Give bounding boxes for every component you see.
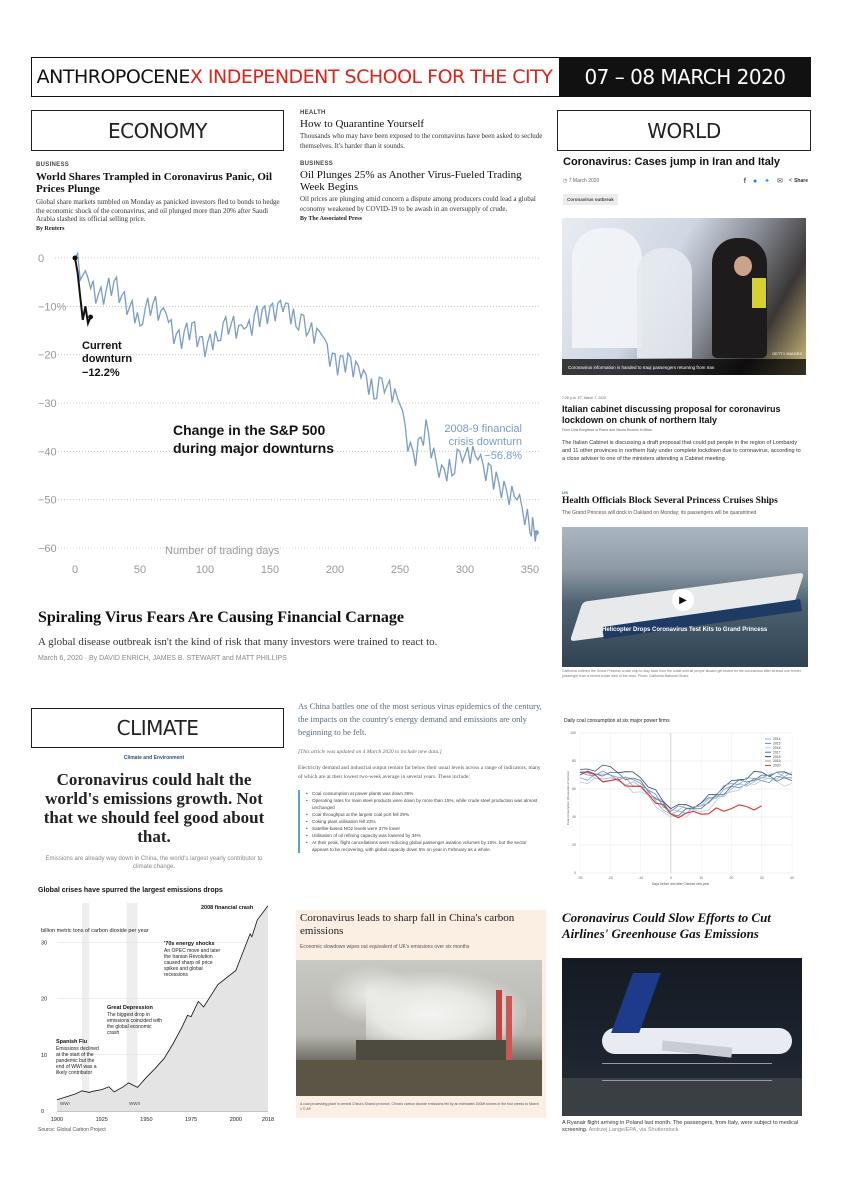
china-intro: Electricity demand and industrial output remain far below their usual levels across a range of indicators, many of which are at their lowest two-week average in several years. These include: (298, 765, 541, 780)
airlines-title[interactable]: Coronavirus Could Slow Efforts to Cut Airlines' Greenhouse Gas Emissions (562, 910, 771, 941)
world-2-title[interactable]: Italian cabinet discussing proposal for coronavirus lockdown on chunk of northern Italy (562, 404, 781, 425)
coal-series-2016 (580, 778, 792, 817)
banner-date: 07 – 08 MARCH 2020 (559, 58, 811, 96)
ann-flu-title: Spanish Flu (56, 1039, 88, 1045)
world-article-1[interactable] (563, 156, 808, 206)
econ-article-1-dek: Global share markets tumbled on Monday as panicked investors fled to bonds to hedge the economic shock of the coronavirus, and oil plunged more than 20% after Saudi Arabia slashed its official selling price. (36, 198, 280, 223)
sp500-ytick-label: −50 (38, 494, 57, 507)
coal-series-2018 (580, 765, 792, 809)
climate-kicker: Climate and Environment (123, 755, 185, 761)
coal-ytick-label: 60 (572, 787, 576, 792)
coal-legend-label: 2020 (773, 763, 781, 768)
bullet-dot-icon: • (306, 826, 308, 831)
coal-ylabel: Coal consumption (thousands of tonnes) (566, 771, 570, 825)
sp500-ytick-label: −20 (38, 349, 57, 362)
sp500-xtick-label: 200 (325, 564, 345, 576)
bullet-dot-icon: • (306, 819, 308, 824)
sp500-article-dek: A global disease outbreak isn't the kind of risk that many investors were trained to react to. (38, 636, 438, 648)
china-fall-title[interactable]: Coronavirus leads to sharp fall in China's carbon emissions (300, 912, 515, 937)
coal-xtick-label: -10 (638, 876, 644, 880)
coal-chart-title: Daily coal consumption at six major power firms (564, 718, 670, 724)
coal-xtick-label: 30 (759, 876, 764, 880)
climate-dek: Emissions are already way down in China, the world's largest yearly contributor to climate change. (45, 856, 263, 870)
econ-article-2-kicker: HEALTH (300, 110, 326, 116)
bullet-dot-icon: • (306, 812, 308, 817)
sp500-headline-line2: during major downturns (173, 440, 334, 456)
bullet-dot-icon: • (306, 833, 308, 838)
sp500-ytick-label: −60 (38, 543, 57, 555)
airlines-credit: Andrzej Lange/EPA, via Shutterstock (588, 1127, 679, 1133)
china-bullet-item: Satellite-based NO2 levels were 37% lower • (306, 826, 401, 831)
world-article-2[interactable] (562, 396, 802, 463)
coal-ytick-label: 20 (572, 843, 576, 848)
china-fall-photo (296, 960, 542, 1096)
airlines-photo (562, 958, 802, 1116)
emissions-ytick-label: 0 (41, 1109, 45, 1115)
world-3-video-caption: Helicopter Drops Coronavirus Test Kits to Grand Princess (602, 627, 768, 633)
econ-article-3-dek: Oil prices are plunging amid concern a dispute among producers could lead a global economy weakened by COVID-19 to be awash in an oversupply of crude. (300, 195, 536, 213)
ann-wwi: WWI (60, 1101, 70, 1106)
coal-chart (560, 725, 800, 893)
sp500-xtick-label: 100 (195, 564, 215, 576)
banner (31, 57, 811, 97)
emissions-xtick-label: 1900 (50, 1117, 64, 1123)
china-fall-caption: A coal processing plant in central China's Shanxi province. China's carbon dioxide emissions fell by an estimated 100Mt tonnes in the four weeks to March 1 © AP (300, 1102, 539, 1111)
ann-gd-body: The biggest drop in emissions coincided with the global economic crash (107, 1012, 163, 1036)
sp500-xtick-label: 0 (71, 564, 79, 576)
world-3-kicker: US (562, 490, 569, 495)
sp500-headline-line1: Change in the S&P 500 (173, 422, 326, 438)
sp500-xtick-label: 50 (133, 564, 147, 576)
bullet-dot-icon: • (306, 791, 308, 796)
sp500-current-label-1: Current (82, 340, 122, 352)
emissions-ytick-label: 20 (41, 996, 48, 1003)
sp500-chart (30, 246, 545, 586)
climate-article[interactable] (38, 755, 270, 871)
sp500-xlabel: Number of trading days (165, 545, 280, 557)
world-article-3[interactable] (562, 490, 808, 516)
china-update: [This article was updated on 4 March 2020 to include new data.] (298, 749, 442, 755)
coal-xtick-label: -30 (577, 876, 583, 880)
sp500-current-value: −12.2% (82, 367, 120, 379)
coal-xtick-label: 10 (699, 876, 704, 880)
sp500-series-end-dot (88, 315, 93, 320)
world-3-title[interactable]: Health Officials Block Several Princess Cruises Ships (562, 496, 778, 506)
china-bullet-item: Coal consumption at power plants was down 36% • (306, 791, 414, 796)
econ-article-2-title[interactable]: How to Quarantine Yourself (300, 118, 425, 130)
world-3-caption: California ordered the Grand Princess cruise ship to stay back from the coast until all people aboard get tested for the coronavirus after at least one former passenger from a recent cruise died of the virus. Photo: California National Guard (562, 669, 801, 678)
china-fall-dek: Economic slowdown wipes out equivalent of UK's emissions over six months (300, 944, 470, 950)
coal-ytick-label: 80 (572, 759, 576, 764)
coal-legend-label: 2016 (773, 746, 781, 750)
china-article[interactable] (298, 700, 543, 853)
airlines-caption-wrap (562, 1120, 802, 1134)
china-fall-article[interactable] (296, 910, 546, 1118)
facebook-icon[interactable]: f (743, 177, 746, 185)
world-1-credit: GETTY IMAGES (772, 351, 802, 356)
coal-legend-label: 2015 (773, 741, 781, 746)
econ-article-1[interactable] (36, 162, 286, 232)
ann-70s-title: '70s energy shocks (164, 941, 215, 947)
world-1-share[interactable]: Share (794, 178, 808, 184)
ann-2008: 2008 financial crash (201, 905, 254, 911)
ann-70s-body: An OPEC move and later the Iranian Revolution caused sharp oil price spikes and global recessions (164, 948, 221, 978)
sp500-article-title[interactable]: Spiraling Virus Fears Are Causing Financial Carnage (38, 609, 404, 626)
sp500-xtick-label: 150 (260, 564, 280, 576)
sp500-series-end-dot (534, 530, 539, 535)
airlines-caption: A Ryanair flight arriving in Poland last month. The passengers, from Italy, were subject to medical screening. (562, 1120, 799, 1133)
airlines-article[interactable] (562, 910, 802, 942)
ann-flu-body: Emissions declined at the start of the pandemic but the end of WWI was a likely contributor (56, 1046, 99, 1076)
emissions-xtick-label: 1925 (95, 1117, 108, 1123)
china-bullet-item: Utilisation of oil refining capacity was lowered by 34% • (306, 833, 421, 838)
sp500-article[interactable] (38, 609, 538, 662)
coal-xtick-label: 40 (790, 876, 794, 880)
sp500-series-start-dot (73, 256, 78, 261)
sp500-ytick-label: −40 (38, 446, 57, 459)
world-3-video[interactable] (562, 527, 808, 667)
banner-title-part1: ANTHROPOCENE (36, 66, 190, 88)
emissions-chart (30, 895, 280, 1125)
emissions-source: Source: Global Carbon Project (38, 1127, 106, 1133)
econ-article-1-kicker: BUSINESS (36, 162, 70, 168)
emissions-chart-title: Global crises have spurred the largest emissions drops (38, 887, 223, 894)
messenger-icon[interactable]: ● (752, 177, 758, 185)
world-1-photo-caption: Coronavirus information is handed to Iraqi passengers returning from Iran (562, 359, 806, 375)
emissions-xtick-label: 2000 (229, 1117, 242, 1123)
sp500-crisis-label-1: 2008-9 financial (444, 423, 522, 435)
email-icon[interactable]: ✉ (777, 178, 783, 185)
emissions-ytick-label: 10 (41, 1052, 48, 1059)
bullet-dot-icon: • (306, 840, 308, 845)
china-bullet-item: Coking plant utilisation fell 23% • (306, 819, 376, 824)
coal-series-2015 (580, 771, 792, 812)
sp500-xtick-label: 300 (455, 564, 475, 576)
world-2-source: From Livia Borghese in Rome and Nicola Ruotolo in Milan (562, 428, 652, 432)
econ-article-3[interactable] (300, 161, 545, 222)
banner-title-part2: X INDEPENDENT SCHOOL FOR THE CITY (189, 66, 553, 88)
ann-wwii: WWII (129, 1101, 140, 1106)
coal-xtick-label: -20 (607, 876, 613, 880)
world-1-date: 7 March 2020 (568, 178, 600, 184)
sp500-article-byline: March 6, 2020 · By DAVID ENRICH, JAMES B. STEWART and MATT PHILLIPS (38, 655, 287, 662)
world-3-dek: The Grand Princess will dock in Oakland on Monday; its passengers will be quarantined (562, 510, 757, 516)
coal-xtick-label: 20 (729, 876, 734, 880)
econ-article-3-title[interactable]: Oil Plunges 25% as Another Virus-Fueled Trading Week Begins (300, 169, 522, 193)
sp500-crisis-label-2: crisis downturn (448, 436, 522, 448)
emissions-xtick-label: 1975 (184, 1117, 198, 1123)
twitter-icon[interactable]: ✦ (764, 178, 771, 185)
section-climate: CLIMATE (31, 708, 284, 748)
emissions-unit: billion metric tons of carbon dioxide per year (41, 928, 149, 934)
sp500-ytick-label: 0 (38, 253, 45, 265)
econ-article-1-title[interactable]: World Shares Trampled in Coronavirus Panic, Oil Prices Plunge (36, 171, 273, 195)
emissions-ytick-label: 30 (41, 940, 48, 947)
share-icon[interactable]: < (788, 178, 795, 184)
coal-ytick-label: 40 (572, 815, 576, 820)
world-1-title[interactable]: Coronavirus: Cases jump in Iran and Italy (563, 156, 780, 168)
emissions-xtick-label: 1950 (140, 1117, 153, 1123)
sp500-crisis-value: −56.8% (484, 450, 522, 462)
climate-headline[interactable]: Coronavirus could halt the world's emissions growth. Not that we should feel good about that. (43, 770, 265, 846)
sp500-xtick-label: 350 (520, 564, 540, 576)
china-bullet-item: At their peak, flight cancellations were reducing global passenger aviation volumes by 10%, but the sector appears to be recovering, with global capacity down 5% on year in February as a whole. • (306, 840, 527, 852)
coal-legend-label: 2018 (773, 754, 781, 759)
section-world: WORLD (557, 110, 811, 151)
world-2-body: The Italian Cabinet is discussing a draft proposal that could put people in the region of Lombardy and 11 other provinces in northern Italy under complete lockdown due to coronavirus, according to a close adviser to one of the ministers attending a Cabinet meeting. (562, 440, 801, 462)
coal-xlabel: Days before and after Chinese new year (652, 882, 710, 886)
world-2-meta: 7:26 p.m. ET, March 7, 2020 (562, 396, 606, 400)
sp500-ytick-label: −10% (38, 301, 67, 314)
world-1-tag[interactable]: Coronavirus outbreak (563, 194, 618, 205)
ann-gd-title: Great Depression (107, 1005, 153, 1011)
sp500-ytick-label: −30 (38, 398, 57, 410)
china-bullet-list (298, 790, 543, 853)
econ-article-2[interactable] (300, 110, 545, 151)
econ-article-3-kicker: BUSINESS (300, 161, 334, 167)
coal-ytick-label: 100 (570, 731, 576, 736)
coal-legend-label: 2014 (773, 737, 781, 742)
sp500-xtick-label: 250 (390, 564, 410, 576)
coal-xtick-label: 0 (669, 876, 672, 880)
econ-article-2-dek: Thousands who may have been exposed to the coronavirus have been asked to seclude themselves. It's harder than it sounds. (300, 132, 543, 150)
bullet-dot-icon: • (306, 798, 308, 803)
coal-legend-label: 2017 (773, 750, 781, 755)
section-economy: ECONOMY (31, 110, 284, 151)
world-1-photo (562, 218, 806, 375)
coal-legend-label: 2019 (773, 759, 781, 764)
emissions-xtick-label: 2018 (261, 1117, 275, 1123)
sp500-series-1 (75, 258, 91, 323)
econ-article-1-byline: By Reuters (36, 225, 65, 232)
coal-ytick-label: 0 (574, 871, 576, 876)
china-bullet-item: Coal throughput at the largest coal port fell 29% • (306, 812, 410, 817)
clock-icon: ◷ (563, 178, 569, 184)
sp500-series-0 (75, 253, 537, 541)
banner-title (32, 58, 557, 96)
china-bullet-item: Operating rates for main steel products were down by more than 15%, while crude steel production was almost unchanged • (306, 798, 538, 810)
econ-article-3-byline: By The Associated Press (300, 216, 362, 222)
china-lede: As China battles one of the most serious virus epidemics of the century, the impacts on the country's energy demand and emissions are only beginning to be felt. (298, 701, 542, 737)
play-icon[interactable]: ▶ (672, 589, 694, 611)
sp500-current-label-2: downturn (82, 353, 133, 365)
